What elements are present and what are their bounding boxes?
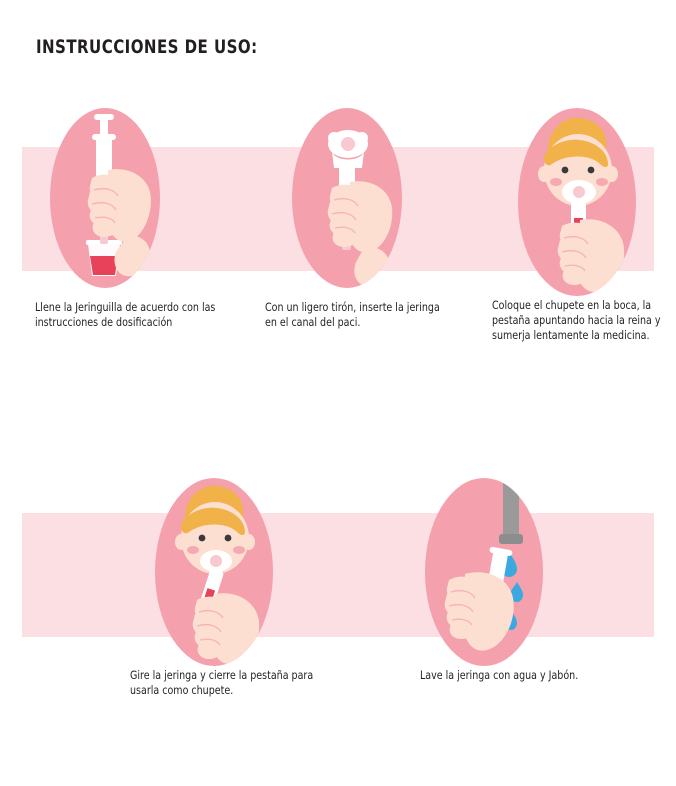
background-band-bottom: [22, 513, 654, 637]
step-3-caption: Coloque el chupete en la boca, la pestaña apuntando hacia la reina y sumerja lentamente la medicina.: [492, 298, 661, 342]
step-5-illustration: [425, 478, 543, 666]
step-4-caption: Gire la jeringa y cierre la pestaña para usarla como chupete.: [130, 668, 314, 697]
page-title: INSTRUCCIONES DE USO:: [36, 36, 258, 58]
step-1-illustration: [50, 108, 160, 288]
step-2-caption: Con un ligero tirón, inserte la jeringa en el canal del paci.: [265, 300, 440, 329]
step-3-illustration: [518, 108, 636, 296]
step-5-caption: Lave la jeringa con agua y Jabón.: [420, 668, 579, 682]
step-1-caption: Llene la Jeringuilla de acuerdo con las instrucciones de dosificación: [35, 300, 216, 329]
step-4-illustration: [155, 478, 273, 666]
step-2-illustration: [292, 108, 402, 288]
